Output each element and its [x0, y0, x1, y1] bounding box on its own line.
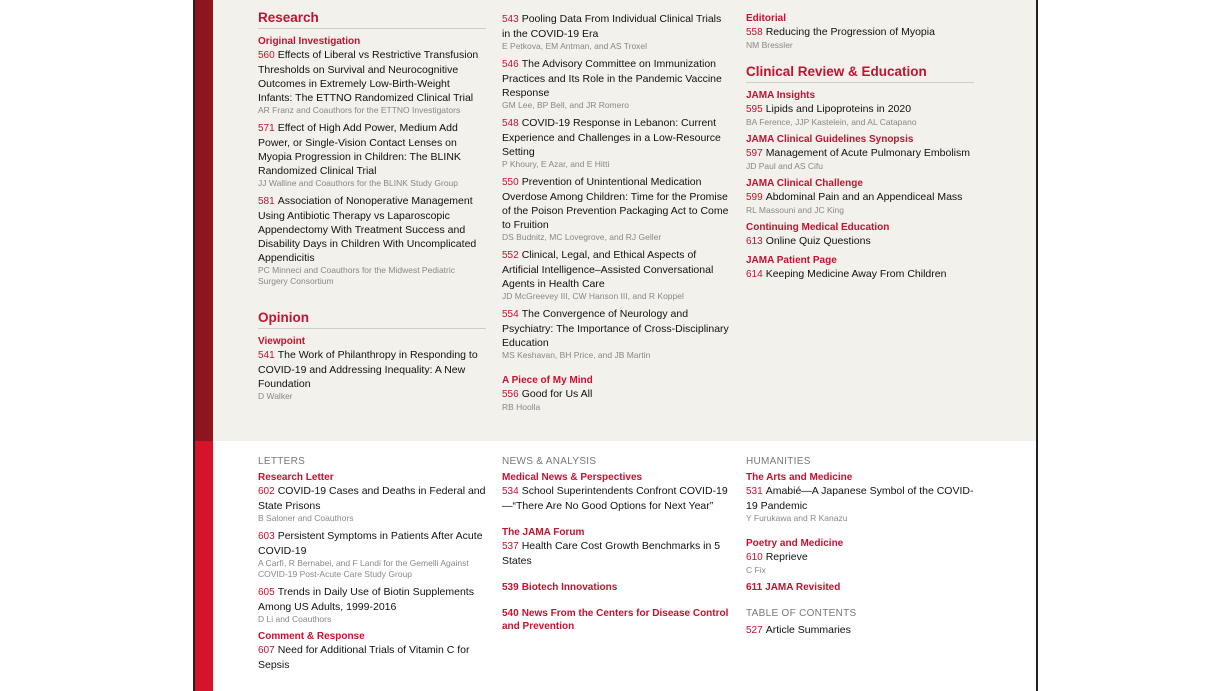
- column-research: [258, 10, 486, 407]
- toc-entry[interactable]: 543 Pooling Data From Individual Clinical Trials in the COVID-19 Era E Petkova, EM Antman, and AS Troxel: [502, 13, 722, 51]
- column-clinical-review: [746, 12, 974, 287]
- section-title-opinion: Opinion: [258, 310, 486, 329]
- heading-humanities: HUMANITIES: [746, 456, 811, 467]
- section-title-clinical-review: Clinical Review & Education: [746, 64, 974, 83]
- toc-entry[interactable]: 531 Amabié—A Japanese Symbol of the COVID-19 Pandemic Y Furukawa and R Kanazu: [746, 485, 974, 523]
- heading-letters: LETTERS: [258, 456, 306, 467]
- toc-entry[interactable]: 548 COVID-19 Response in Lebanon: Current Experience and Challenges in a Low-Resource Setting P Khoury, E Azar, and E Hitti: [502, 117, 721, 169]
- subsection-research-letter: Research Letter: [258, 472, 334, 483]
- toc-page: [193, 0, 1038, 691]
- toc-entry[interactable]: 595 Lipids and Lipoproteins in 2020 BA Ference, JJP Kastelein, and AL Catapano: [746, 103, 917, 127]
- column-viewpoints: [502, 12, 730, 418]
- subsection-jama-forum: The JAMA Forum: [502, 527, 585, 538]
- toc-link-jama-revisited[interactable]: 611 JAMA Revisited: [746, 582, 841, 593]
- toc-entry[interactable]: 554 The Convergence of Neurology and Psychiatry: The Importance of Cross-Disciplinary Education MS Keshavan, BH Price, and JB Martin: [502, 308, 729, 360]
- red-bar-upper: [195, 0, 213, 441]
- toc-entry[interactable]: 546 The Advisory Committee on Immunization Practices and Its Role in the Pandemic Vaccine Response GM Lee, BP Bell, and JR Romero: [502, 58, 722, 110]
- toc-entry[interactable]: 550 Prevention of Unintentional Medication Overdose Among Children: Time for the Promise of the Poison Prevention Packaging Act to Come to Fruition DS Budnitz, MC Lovegrove, and RJ Geller: [502, 176, 729, 242]
- column-letters: [258, 455, 486, 677]
- section-title-research: Research: [258, 10, 486, 29]
- subsection-comment-response: Comment & Response: [258, 631, 365, 642]
- column-humanities: [746, 455, 974, 643]
- toc-entry[interactable]: 603 Persistent Symptoms in Patients After Acute COVID-19 A Carfì, R Bernabei, and F Landi for the Gemelli Against COVID-19 Post-Acute Care Study Group: [258, 530, 483, 579]
- subsection: JAMA Clinical Guidelines Synopsis: [746, 134, 914, 145]
- toc-link[interactable]: 540 News From the Centers for Disease Control and Prevention: [502, 608, 729, 632]
- subsection-arts-medicine: The Arts and Medicine: [746, 472, 853, 483]
- toc-entry[interactable]: 597 Management of Acute Pulmonary Embolism JD Paul and AS Cifu: [746, 147, 970, 171]
- toc-entry[interactable]: 607 Need for Additional Trials of Vitamin C for Sepsis: [258, 644, 470, 671]
- subsection-poetry-medicine: Poetry and Medicine: [746, 538, 844, 549]
- heading-news-analysis: NEWS & ANALYSIS: [502, 456, 597, 467]
- toc-entry[interactable]: 602 COVID-19 Cases and Deaths in Federal and State Prisons B Saloner and Coauthors: [258, 485, 486, 523]
- toc-entry[interactable]: 571 Effect of High Add Power, Medium Add Power, or Single-Vision Contact Lenses on Myopia Progression in Children: The BLINK Randomized Clinical Trial JJ Walline and Coauthors for the BLINK Study Group: [258, 122, 461, 188]
- toc-entry[interactable]: 556 Good for Us All RB Hoolla: [502, 388, 593, 412]
- toc-entry[interactable]: 558 Reducing the Progression of Myopia NM Bressler: [746, 26, 935, 50]
- toc-entry[interactable]: 527 Article Summaries: [746, 624, 851, 636]
- toc-link[interactable]: 539 Biotech Innovations: [502, 582, 618, 593]
- subsection: JAMA Clinical Challenge: [746, 178, 863, 189]
- column-news: [502, 455, 730, 638]
- subsection: JAMA Insights: [746, 90, 816, 101]
- heading-table-of-contents: TABLE OF CONTENTS: [746, 608, 857, 619]
- subsection-medical-news: Medical News & Perspectives: [502, 472, 643, 483]
- toc-entry[interactable]: 560 Effects of Liberal vs Restrictive Transfusion Thresholds on Survival and Neurocognitive Outcomes in Extremely Low-Birth-Weight Infants: The ETTNO Randomized Clinical Trial AR Franz and Coauthors for the ETTNO Investigators: [258, 49, 479, 115]
- toc-entry[interactable]: 534 School Superintendents Confront COVID-19—“There Are No Good Options for Next Year”: [502, 485, 728, 512]
- toc-entry[interactable]: 605 Trends in Daily Use of Biotin Supplements Among US Adults, 1999-2016 D Li and Coauthors: [258, 586, 474, 624]
- toc-entry[interactable]: 610 Reprieve C Fix: [746, 551, 808, 575]
- toc-entry[interactable]: 537 Health Care Cost Growth Benchmarks in 5 States: [502, 540, 721, 567]
- subsection-viewpoint: Viewpoint: [258, 336, 306, 347]
- subsection-editorial: Editorial: [746, 13, 787, 24]
- subsection-original-investigation: Original Investigation: [258, 36, 361, 47]
- subsection: JAMA Patient Page: [746, 255, 837, 266]
- toc-entry[interactable]: 581 Association of Nonoperative Management Using Antibiotic Therapy vs Laparoscopic Appendectomy With Treatment Success and Disability Days in Children With Uncomplicated Appendicitis PC Minneci and Coauthors for the Midwest Pediatric Surgery Consortium: [258, 195, 477, 286]
- red-bar-lower: [195, 441, 213, 691]
- toc-entry[interactable]: 541 The Work of Philanthropy in Responding to COVID-19 and Addressing Inequality: A New Foundation D Walker: [258, 349, 478, 401]
- subsection-piece-of-my-mind: A Piece of My Mind: [502, 375, 593, 386]
- toc-entry[interactable]: 613 Online Quiz Questions: [746, 235, 871, 247]
- toc-entry[interactable]: 599 Abdominal Pain and an Appendiceal Mass RL Massouni and JC King: [746, 191, 963, 215]
- toc-entry[interactable]: 552 Clinical, Legal, and Ethical Aspects of Artificial Intelligence–Assisted Conversational Agents in Health Care JD McGreevey III, CW Hanson III, and R Koppel: [502, 249, 714, 301]
- toc-entry[interactable]: 614 Keeping Medicine Away From Children: [746, 268, 947, 280]
- subsection: Continuing Medical Education: [746, 222, 890, 233]
